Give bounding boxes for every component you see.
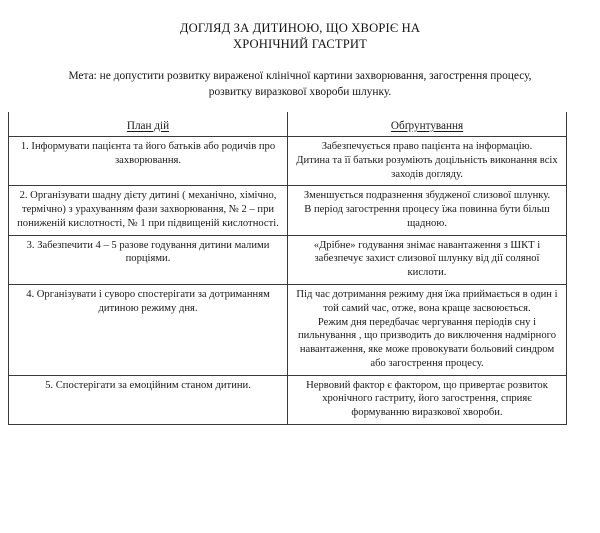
cell-plan xyxy=(9,375,288,424)
goal-statement xyxy=(0,53,600,100)
cell-rationale xyxy=(288,284,567,375)
table-row xyxy=(9,186,567,235)
table-row xyxy=(9,137,567,186)
rationale-paragraph: Нервовий фактор є фактором, що привертає розвиток хронічного гастриту, його загострення, сприяє формуванню виразкової хвороби. xyxy=(306,379,548,419)
table-header-row xyxy=(9,112,567,137)
plan-paragraph: 4. Організувати і суворо спостерігати за дотриманням дитиною режиму дня. xyxy=(26,288,270,314)
column-header-plan-label: План дій xyxy=(126,119,170,132)
cell-plan xyxy=(9,186,288,235)
cell-rationale xyxy=(288,235,567,284)
table-body xyxy=(9,137,567,425)
rationale-paragraph: «Дрібне» годування знімає навантаження з ШКТ і забезпечує захист слизової шлунку від дії соляної кислоти. xyxy=(313,239,541,279)
plan-paragraph: 5. Спостерігати за емоційним станом дитини. xyxy=(45,379,251,391)
cell-plan xyxy=(9,284,288,375)
plan-paragraph: 2. Організувати шадну дієту дитині ( механічно, хімічно, термічно) з урахуванням фази захворювання, № 2 – при пониженій кислотності, № 1 при підвищеній кислотності. xyxy=(17,190,279,229)
rationale-paragraph: В період загострення процесу їжа повинна бути більш щадною. xyxy=(304,204,550,229)
table-row xyxy=(9,284,567,375)
plan-paragraph: 3. Забезпечити 4 – 5 разове годування дитини малими порціями. xyxy=(26,239,270,265)
goal-line-1: Мета: не допустити розвитку вираженої клінічної картини захворювання, загострення процесу, xyxy=(68,69,532,82)
table-row xyxy=(9,375,567,424)
document-title xyxy=(0,0,600,53)
cell-plan xyxy=(9,137,288,186)
document-title-line-2: ХРОНІЧНИЙ ГАСТРИТ xyxy=(232,37,368,52)
cell-rationale xyxy=(288,137,567,186)
rationale-paragraph: Дитина та її батьки розуміють доцільність виконання всіх заходів догляду. xyxy=(296,154,558,180)
care-plan-table xyxy=(8,112,567,425)
rationale-paragraph: Зменшується подразнення збудженої слизової шлунку. xyxy=(303,190,551,202)
rationale-paragraph: Під час дотримання режиму дня їжа приймається в один і той самий час, отже, вона краще засвоюється. xyxy=(296,288,558,314)
plan-paragraph: 1. Інформувати пацієнта та його батьків або родичів про захворювання. xyxy=(20,141,276,166)
rationale-paragraph: Режим дня передбачає чергування періодів сну і пильнування , що призводить до виключення надмірного навантаження, яке може провокувати больовий синдром або загострення процесу. xyxy=(297,316,557,369)
table-row xyxy=(9,235,567,284)
cell-rationale xyxy=(288,186,567,235)
column-header-rationale xyxy=(288,112,567,137)
care-plan-table-container xyxy=(0,100,600,425)
column-header-rationale-label: Обґрунтування xyxy=(390,119,464,132)
cell-plan xyxy=(9,235,288,284)
cell-rationale xyxy=(288,375,567,424)
document-title-line-1: ДОГЛЯД ЗА ДИТИНОЮ, ЩО ХВОРІЄ НА xyxy=(179,21,421,35)
column-header-plan xyxy=(9,112,288,137)
rationale-paragraph: Забезпечується право пацієнта на інформацію. xyxy=(321,141,533,153)
goal-line-2: розвитку виразкової хвороби шлунку. xyxy=(208,85,392,98)
table-header xyxy=(9,112,567,137)
